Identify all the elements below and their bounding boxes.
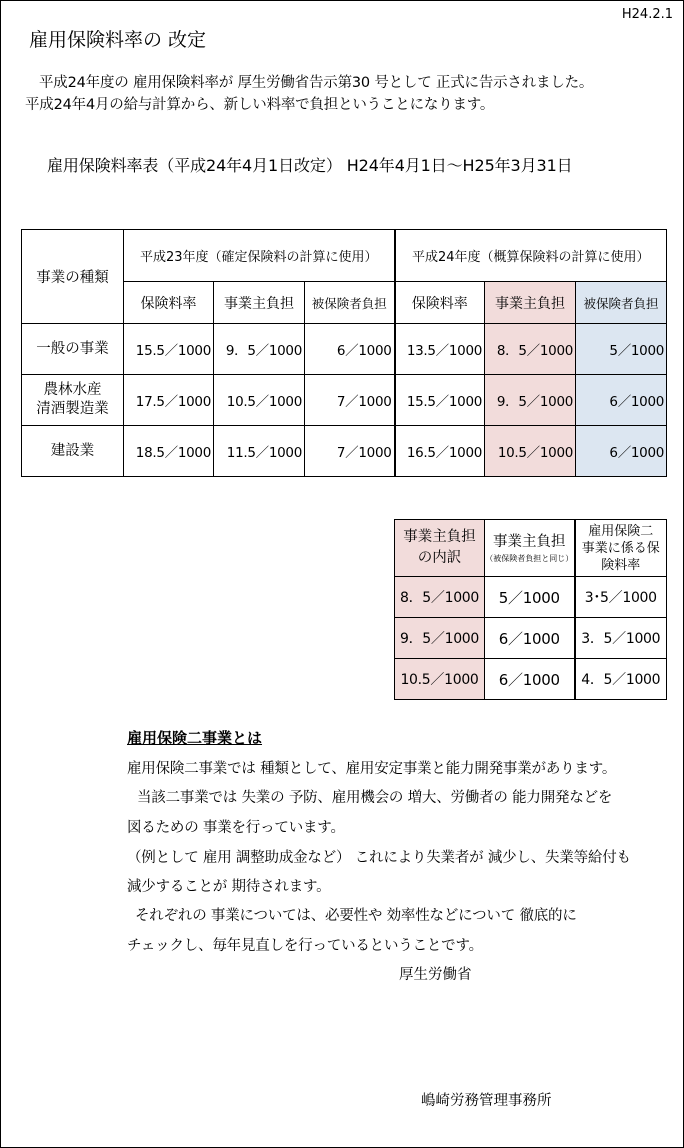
table-row bbox=[395, 577, 667, 618]
rate-cell: 9．5／1000 bbox=[214, 324, 305, 375]
rate-cell: 15.5／1000 bbox=[124, 324, 214, 375]
fy2012-employee-header: 被保険者負担 bbox=[576, 282, 667, 324]
table-row bbox=[395, 618, 667, 659]
rate-cell: 10.5／1000 bbox=[485, 426, 576, 477]
rate-cell: 6／1000 bbox=[576, 375, 667, 426]
rate-cell: 5／1000 bbox=[576, 324, 667, 375]
rate-cell: 17.5／1000 bbox=[124, 375, 214, 426]
rate-cell: 7／1000 bbox=[305, 375, 395, 426]
explanation-line: 図るための 事業を行っています。 bbox=[127, 820, 345, 836]
rate-cell: 8．5／1000 bbox=[485, 324, 576, 375]
rate-cell: 15.5／1000 bbox=[395, 375, 485, 426]
breakdown-header-employer-share bbox=[485, 520, 575, 577]
breakdown-cell: 4．5／1000 bbox=[575, 659, 667, 700]
rate-table-title: 雇用保険料率表（平成24年4月1日改定） H24年4月1日～H25年3月31日 bbox=[47, 156, 573, 175]
intro-line-2: 平成24年4月の給与計算から、新しい料率で負担ということになります。 bbox=[25, 97, 495, 113]
industry-construction: 建設業 bbox=[22, 426, 124, 477]
table-row bbox=[395, 659, 667, 700]
office-name: 嶋崎労務管理事務所 bbox=[421, 1093, 552, 1109]
breakdown-cell: 3．5／1000 bbox=[575, 618, 667, 659]
fy2012-employer-header: 事業主負担 bbox=[485, 282, 576, 324]
document-date: H24.2.1 bbox=[621, 7, 673, 22]
rate-cell: 16.5／1000 bbox=[395, 426, 485, 477]
table-row bbox=[22, 375, 667, 426]
breakdown-cell: 5／1000 bbox=[485, 577, 575, 618]
rate-cell: 6／1000 bbox=[576, 426, 667, 477]
rate-cell: 10.5／1000 bbox=[214, 375, 305, 426]
breakdown-cell: 6／1000 bbox=[485, 618, 575, 659]
breakdown-cell: 8．5／1000 bbox=[395, 577, 485, 618]
fy2011-rate-header: 保険料率 bbox=[124, 282, 214, 324]
employer-breakdown-table bbox=[394, 519, 667, 700]
rate-cell: 18.5／1000 bbox=[124, 426, 214, 477]
explanation-line: 雇用保険二事業では 種類として、雇用安定事業と能力開発事業があります。 bbox=[127, 761, 617, 777]
breakdown-cell: 9．5／1000 bbox=[395, 618, 485, 659]
industry-general: 一般の事業 bbox=[22, 324, 124, 375]
table-row bbox=[22, 426, 667, 477]
rate-table-group-header-row bbox=[22, 230, 667, 282]
explanation-line: 減少することが 期待されます。 bbox=[127, 879, 331, 895]
breakdown-header-note: （被保険者負担と同じ） bbox=[485, 554, 574, 563]
explanation-line: 当該二事業では 失業の 予防、雇用機会の 増大、労働者の 能力開発などを bbox=[137, 790, 613, 806]
rate-cell: 9．5／1000 bbox=[485, 375, 576, 426]
breakdown-cell: 10.5／1000 bbox=[395, 659, 485, 700]
breakdown-cell: 6／1000 bbox=[485, 659, 575, 700]
rate-cell: 13.5／1000 bbox=[395, 324, 485, 375]
rate-cell: 7／1000 bbox=[305, 426, 395, 477]
rate-cell: 11.5／1000 bbox=[214, 426, 305, 477]
table-row bbox=[22, 324, 667, 375]
explanation-line: チェックし、毎年見直しを行っているということです。 bbox=[127, 938, 483, 954]
breakdown-header-employer-share-label: 事業主負担 bbox=[493, 534, 566, 550]
rate-table bbox=[21, 229, 667, 477]
fy2012-rate-header: 保険料率 bbox=[395, 282, 485, 324]
breakdown-header-employer-total: 事業主負担 の内訳 bbox=[395, 520, 485, 577]
breakdown-header-two-projects-rate: 雇用保険二 事業に係る保 険料率 bbox=[575, 520, 667, 577]
intro-line-1: 平成24年度の 雇用保険料率が 厚生労働省告示第30 号として 正式に告示されました。 bbox=[39, 75, 594, 91]
fy2011-employee-header: 被保険者負担 bbox=[305, 282, 395, 324]
rate-cell: 6／1000 bbox=[305, 324, 395, 375]
breakdown-cell: 3･5／1000 bbox=[575, 577, 667, 618]
explanation-heading: 雇用保険二事業とは bbox=[127, 729, 263, 747]
fy2011-group-header: 平成23年度（確定保険料の計算に使用） bbox=[124, 230, 395, 282]
breakdown-header-row bbox=[395, 520, 667, 577]
industry-agriculture: 農林水産 清酒製造業 bbox=[22, 375, 124, 426]
explanation-line: （例として 雇用 調整助成金など） これにより失業者が 減少し、失業等給付も bbox=[127, 850, 631, 866]
source-attribution: 厚生労働省 bbox=[399, 967, 472, 983]
page-title: 雇用保険料率の 改定 bbox=[29, 29, 207, 51]
explanation-line: それぞれの 事業については、必要性や 効率性などについて 徹底的に bbox=[135, 908, 577, 924]
fy2012-group-header: 平成24年度（概算保険料の計算に使用） bbox=[395, 230, 667, 282]
fy2011-employer-header: 事業主負担 bbox=[214, 282, 305, 324]
industry-header: 事業の種類 bbox=[22, 230, 124, 324]
